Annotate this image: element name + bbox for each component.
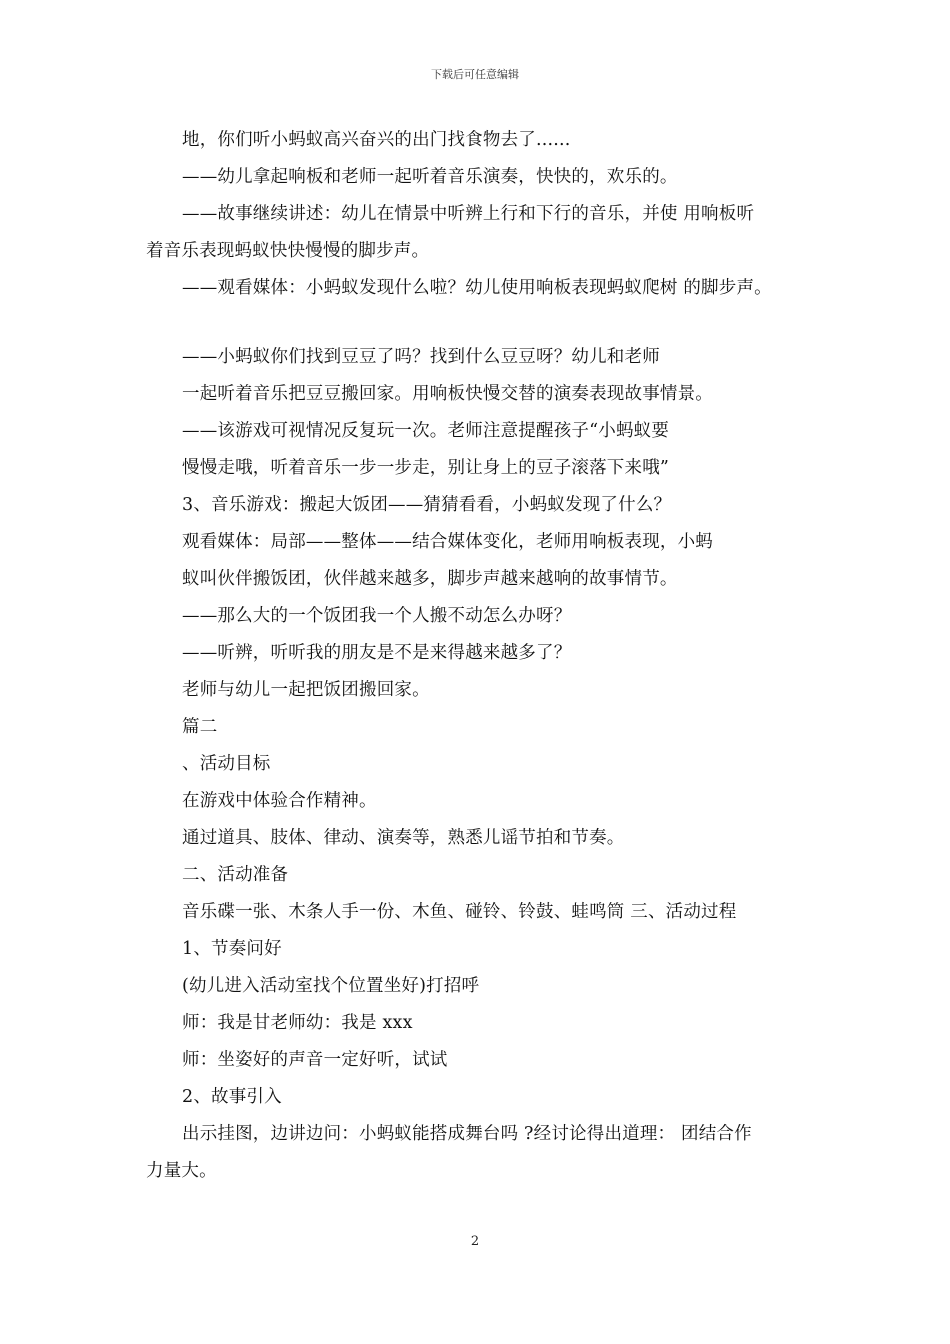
text-line: 出示挂图，边讲边问：小蚂蚁能搭成舞台吗 ?经讨论得出道理： 团结合作	[182, 1124, 752, 1144]
text-line: ——那么大的一个饭团我一个人搬不动怎么办呀？	[182, 606, 572, 626]
text-line: 师：我是甘老师幼：我是 xxx	[182, 1013, 413, 1033]
text-line: 音乐碟一张、木条人手一份、木鱼、碰铃、铃鼓、蛙鸣筒 三、活动过程	[182, 902, 737, 922]
text-line: 蚁叫伙伴搬饭团，伙伴越来越多，脚步声越来越响的故事情节。	[182, 569, 678, 589]
text-line: 着音乐表现蚂蚁快快慢慢的脚步声。	[146, 241, 430, 261]
page-number: 2	[470, 1234, 480, 1249]
text-line: 师：坐姿好的声音一定好听，试试	[182, 1050, 448, 1070]
text-line: (幼儿进入活动室找个位置坐好)打招呼	[182, 976, 480, 996]
text-line: 篇二	[182, 717, 218, 737]
text-line: 通过道具、肢体、律动、演奏等，熟悉儿谣节拍和节奏。	[182, 828, 625, 848]
text-line: 一起听着音乐把豆豆搬回家。用响板快慢交替的演奏表现故事情景。	[182, 384, 713, 404]
text-line: 慢慢走哦，听着音乐一步一步走，别让身上的豆子滚落下来哦”	[182, 458, 670, 478]
page-header: 下载后可任意编辑	[431, 68, 519, 81]
text-line: ——幼儿拿起响板和老师一起听着音乐演奏，快快的，欢乐的。	[182, 167, 678, 187]
text-line: 、活动目标	[182, 754, 271, 774]
text-line: ——听辨，听听我的朋友是不是来得越来越多了？	[182, 643, 572, 663]
paragraph-gap	[146, 307, 816, 339]
text-line: 在游戏中体验合作精神。	[182, 791, 377, 811]
text-line: 观看媒体：局部——整体——结合媒体变化，老师用响板表现，小蚂	[182, 532, 713, 552]
text-line: 二、活动准备	[182, 865, 289, 885]
text-line: 2、故事引入	[182, 1087, 282, 1107]
document-body	[146, 122, 816, 1190]
text-line: 3、音乐游戏：搬起大饭团——猜猜看看，小蚂蚁发现了什么？	[182, 495, 672, 515]
text-line: ——该游戏可视情况反复玩一次。老师注意提醒孩子“小蚂蚁要	[182, 421, 670, 441]
text-line: 力量大。	[146, 1161, 217, 1181]
text-line: ——故事继续讲述：幼儿在情景中听辨上行和下行的音乐，并使 用响板听	[182, 204, 755, 224]
text-line: ——观看媒体：小蚂蚁发现什么啦？幼儿使用响板表现蚂蚁爬树 的脚步声。	[182, 278, 772, 298]
text-line: ——小蚂蚁你们找到豆豆了吗？找到什么豆豆呀？幼儿和老师	[182, 347, 660, 367]
text-line: 1、节奏问好	[182, 939, 282, 959]
text-line: 老师与幼儿一起把饭团搬回家。	[182, 680, 430, 700]
text-line: 地，你们听小蚂蚁高兴奋兴的出门找食物去了......	[182, 130, 571, 150]
